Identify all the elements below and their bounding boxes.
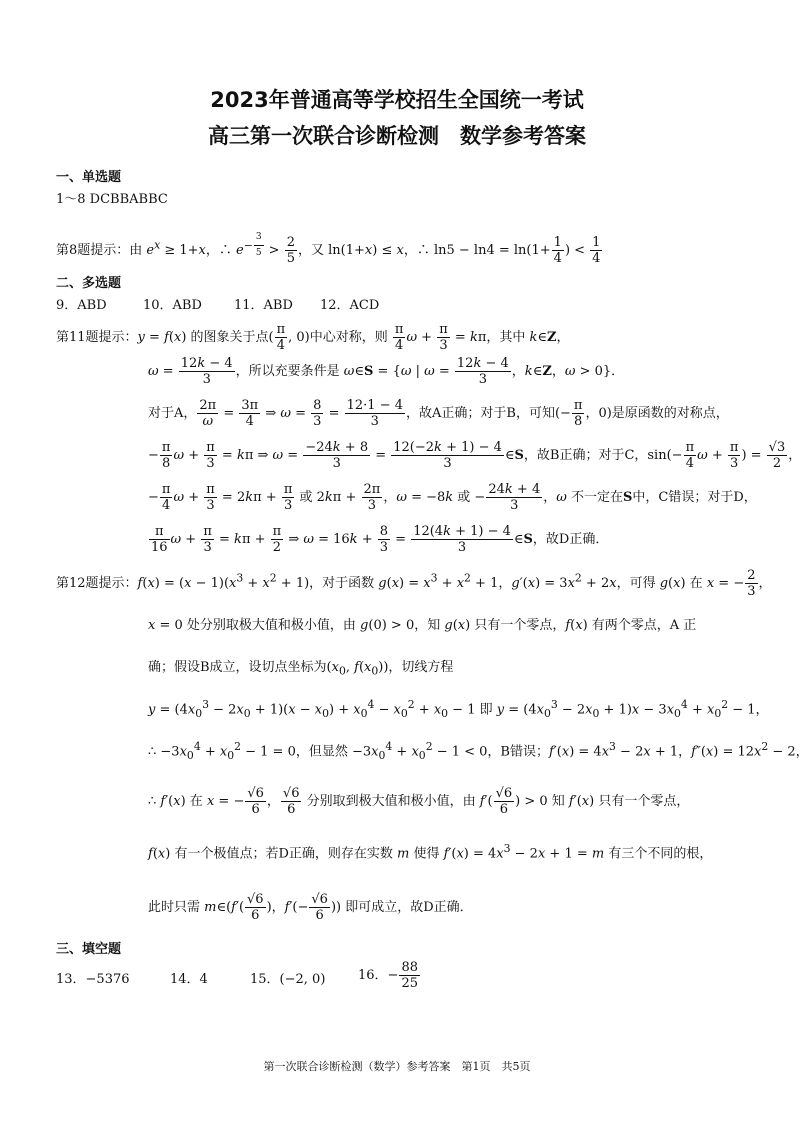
section3-answer-14: 14．4 <box>170 972 208 987</box>
q11-line-1: 第11题提示：y = f(x) 的图象关于点( $\frac{\pi}{4}$ , 0)中心对称，则 $\frac{\pi}{4}$ ω + $\frac{\pi}{3}$ = kπ，其中 k∈Z， <box>56 322 570 353</box>
q11-line-4: − $\frac{\pi}{8}$ ω + $\frac{\pi}{3}$ = kπ ⇒ ω = $\frac{-24k + 8}{3}$ = $\frac{12(-2k + 1) - 4}{3}$ ∈S，故B正确；对于C，sin(− $\frac{\pi}{4}$ ω + $\frac{\pi}{3}$ ) = $\frac{√3}{2}$ ， <box>148 440 802 471</box>
section2-answer-11: 11．ABD <box>234 298 293 313</box>
q11-line-5: − $\frac{\pi}{4}$ ω + $\frac{\pi}{3}$ = 2kπ + $\frac{\pi}{3}$ 或 2kπ + $\frac{2\pi}{3}$ ，ω = −8k 或 − $\frac{24k + 4}{3}$ ，ω 不一定在S中，C错误；对于D， <box>148 482 757 513</box>
q12-line-3: 确；假设B成立，设切点坐标为($x_0$, $f(x_0)$)，切线方程 <box>148 660 454 678</box>
q12-line-7: f(x) 有一个极值点；若D正确，则存在实数 m 使得 $f'(x) = 4x^3 - 2x + 1 = m$ 有三个不同的根， <box>148 842 713 862</box>
section3-answer-15: 15．(−2, 0) <box>250 972 326 987</box>
q11-line-2: ω = $\frac{12k - 4}{3}$ ，所以充要条件是 ω∈S = {ω | ω = $\frac{12k - 4}{3}$ ，k∈Z，ω > 0}． <box>148 356 625 387</box>
section3-heading: 三、填空题 <box>56 942 122 957</box>
section1-answers: 1～8 DCBBABBC <box>56 192 168 207</box>
page-title-line2: 高三第一次联合诊断检测 数学参考答案 <box>208 124 586 148</box>
q12-line-4: $y = (4x_0^3 - 2x_0 + 1)(x - x_0) + x_0^4 - x_0^2 + x_0 - 1$ 即 $y = (4x_0^3 - 2x_0 + 1)x - 3x_0^4 + x_0^2 - 1$， <box>148 698 769 720</box>
q12-line-5: ∴ $-3x_0^4 + x_0^2 - 1 = 0$，但显然 $-3x_0^4 + x_0^2 - 1 < 0$，B错误；$f'(x) = 4x^3 - 2x + 1$，$f''(x) = 12x^2 - 2$， <box>148 740 809 762</box>
section3-answer-13: 13．−5376 <box>56 972 130 987</box>
q12-line-2: x = 0 处分别取极大值和极小值，由 g(0) > 0，知 g(x) 只有一个零点，f(x) 有两个零点，A 正 <box>148 618 697 633</box>
q8-hint: 第8题提示：由 $e^x \ge 1+x$，∴ $e^{- \frac{3}{5}}$ > $\frac{2}{5}$ ，又 ln(1+x) ≤ x，∴ ln5 − ln4 = ln(1+ $\frac{1}{4}$ ) < $\frac{1}{4}$ <box>56 232 601 266</box>
q12-line-8: 此时只需 m∈(f′( $\frac{√6}{6}$ )，f′(− $\frac{√6}{6}$ )) 即可成立，故D正确． <box>148 892 473 923</box>
section2-answer-12: 12．ACD <box>320 298 380 313</box>
q11-line-3: 对于A， $\frac{2\pi}{\omega}$ = $\frac{3\pi}{4}$ ⇒ ω = $\frac{8}{3}$ = $\frac{12\cdot 1 - 4}{3}$ ，故A正确；对于B，可知(− $\frac{\pi}{8}$ ，0)是原函数的对称点， <box>148 398 729 429</box>
section1-heading: 一、单选题 <box>56 170 122 185</box>
q11-line-6: $\frac{\pi}{16}$ ω + $\frac{\pi}{3}$ = kπ + $\frac{\pi}{2}$ ⇒ ω = 16k + $\frac{8}{3}$ = $\frac{12(4k + 1) - 4}{3}$ ∈S，故D正确． <box>151 524 609 555</box>
q12-line-1: 第12题提示：$f(x) = (x - 1)(x^3 + x^2 + 1)$，对于函数 $g(x) = x^3 + x^2 + 1$，$g'(x) = 3x^2 + 2x$，可得 g(x) 在 x = − $\frac{2}{3}$ ， <box>56 568 772 599</box>
section2-answer-9: 9．ABD <box>56 298 107 313</box>
section2-answer-10: 10．ABD <box>143 298 202 313</box>
section3-answer-16: 16．− $\frac{88}{25}$ <box>358 960 418 991</box>
q12-line-6: ∴ f′(x) 在 x = − $\frac{√6}{6}$ ， $\frac{√6}{6}$ 分别取到极大值和极小值，由 f′( $\frac{√6}{6}$ ) > 0 知 f′(x) 只有一个零点， <box>148 786 690 817</box>
page-footer: 第一次联合诊断检测（数学）参考答案 第1页 共5页 <box>263 1060 531 1073</box>
section2-heading: 二、多选题 <box>56 276 122 291</box>
page-title-line1: 2023年普通高等学校招生全国统一考试 <box>210 88 584 112</box>
